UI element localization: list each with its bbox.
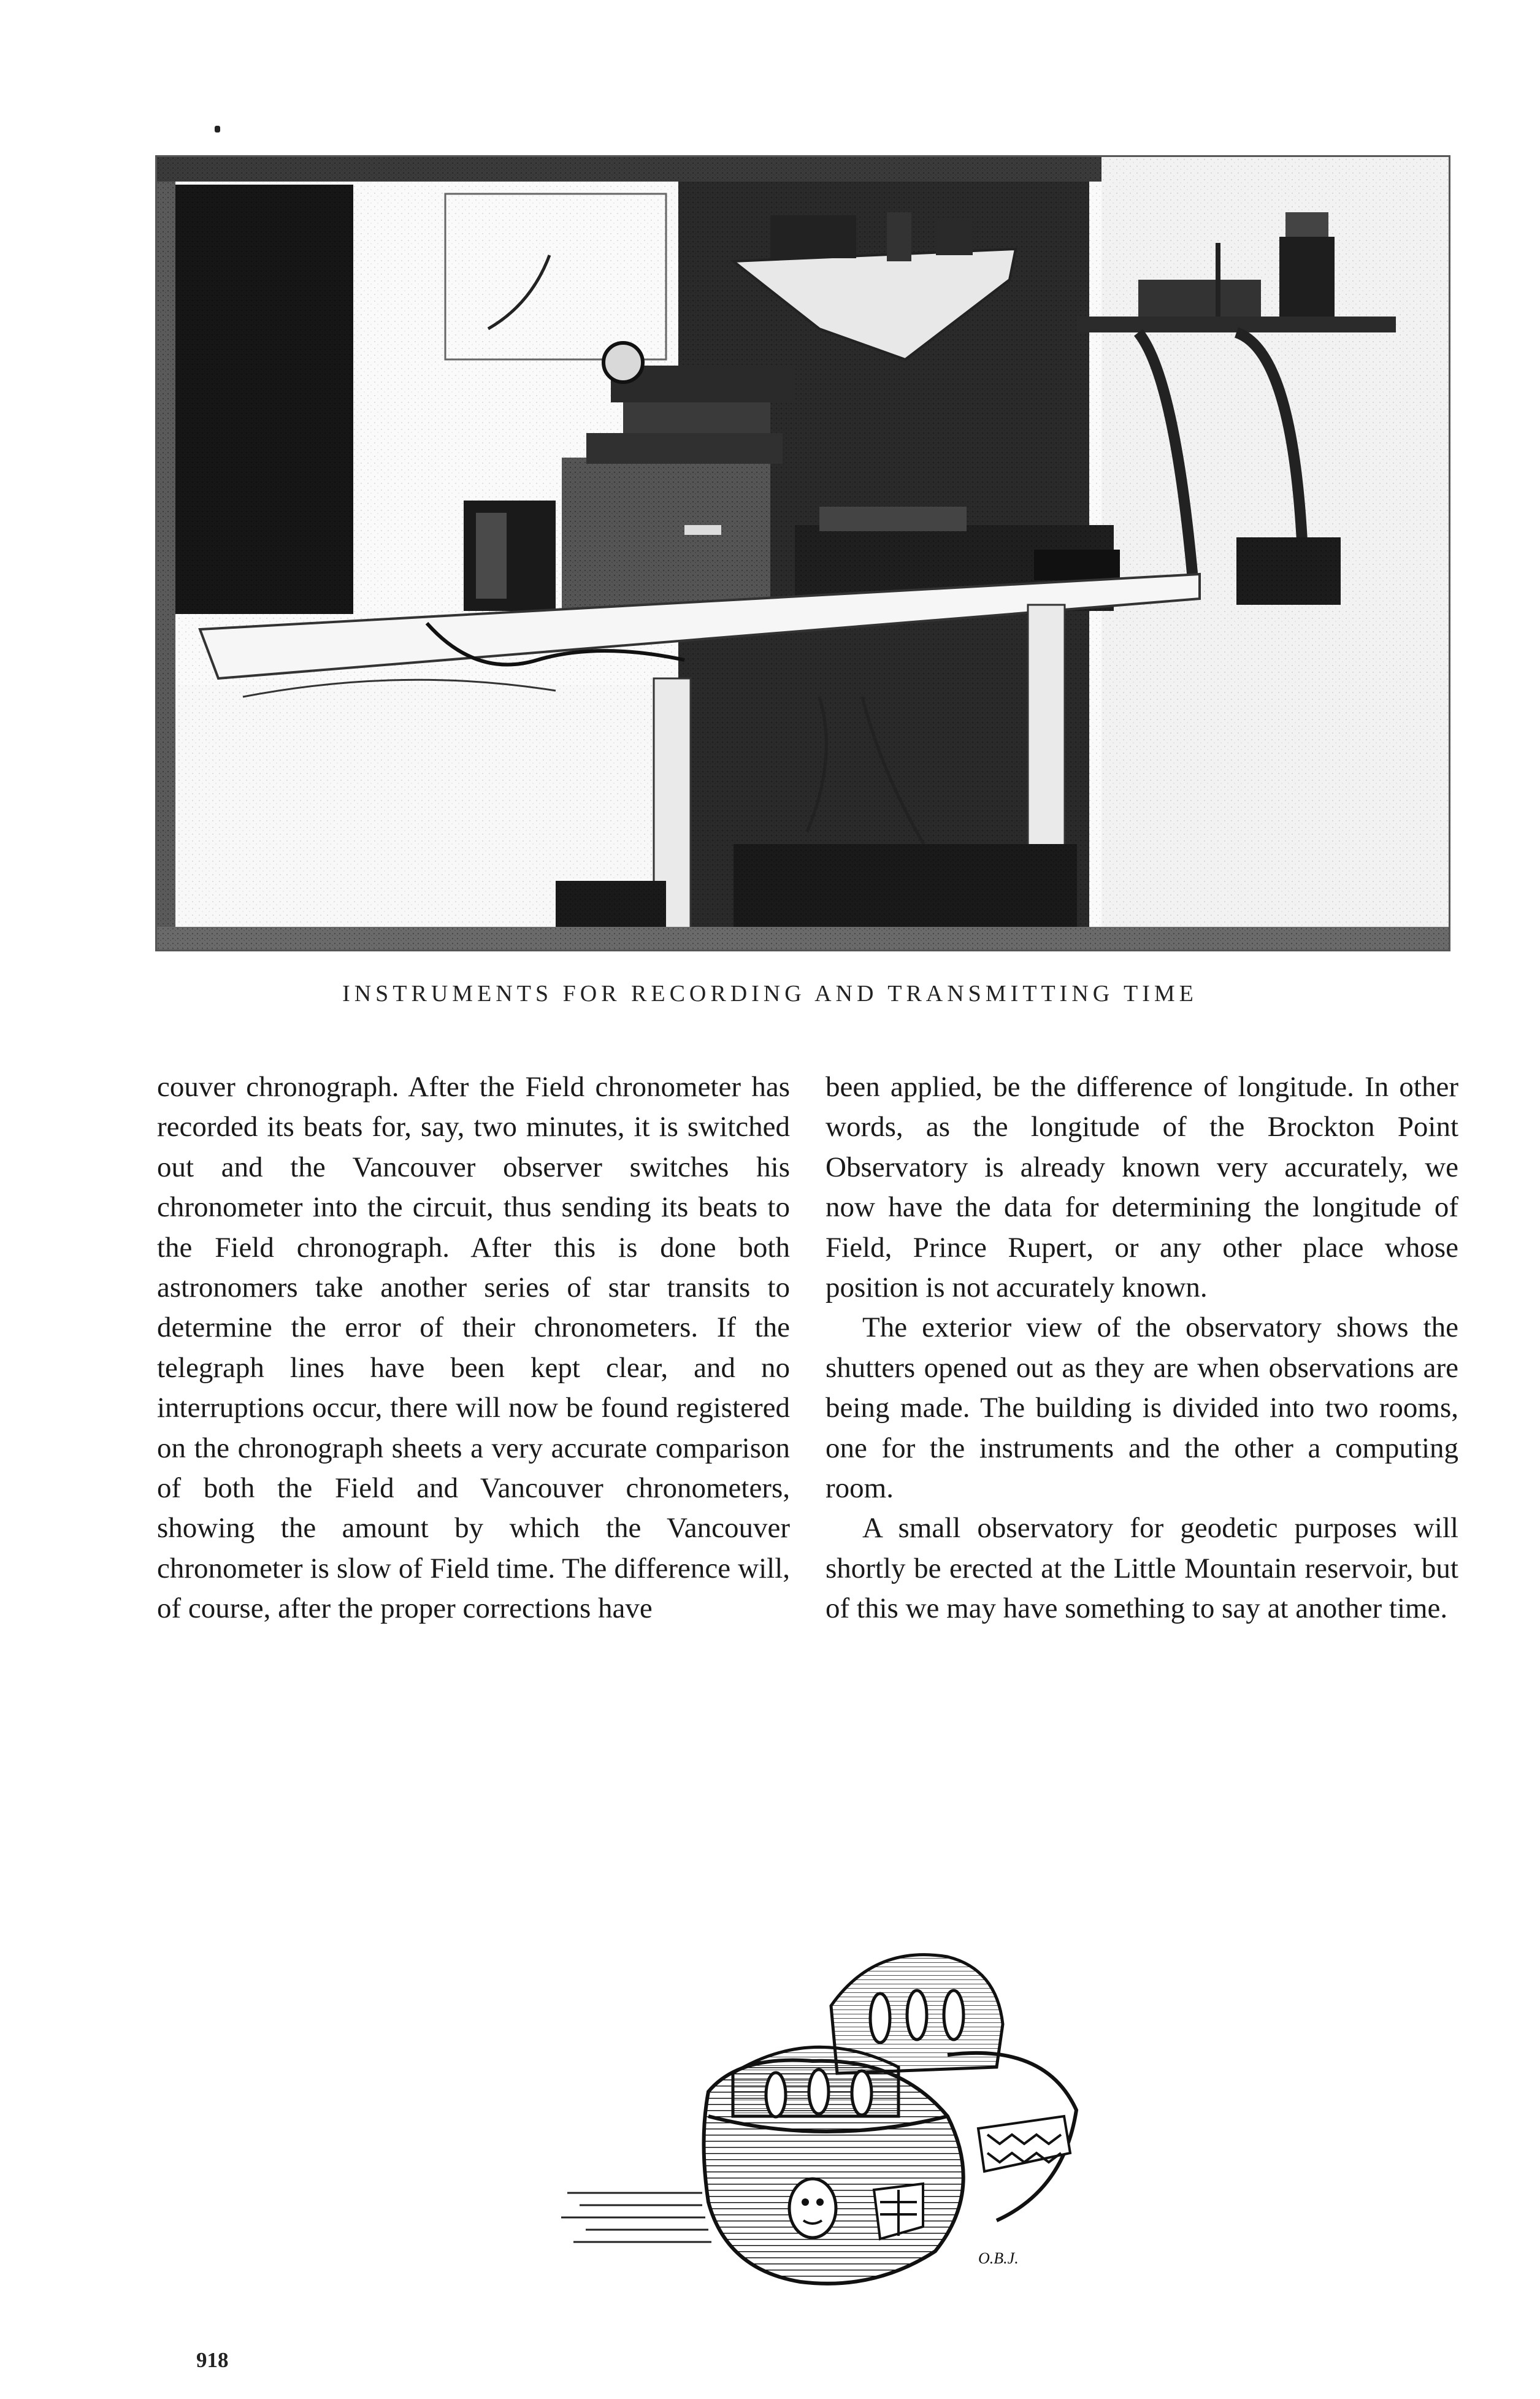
front-basket bbox=[704, 2047, 963, 2283]
instruments-photograph bbox=[155, 155, 1450, 951]
left-paragraph: couver chronograph. After the Field chronometer has recorded its beats for, say, two minutes, it is switched out and the Vancouver observer switches his chronometer into the circuit, thus sending its beats to the Field chronograph. After this is done both astronomers take another series of star transits to determine the error of their chronometers. If the telegraph lines have been kept clear, and no interruptions occur, there will now be found registered on the chronograph sheets a very accurate comparison of both the Field and Vancouver chronometers, showing the amount by which the Vancouver chronometer is slow of Field time. The difference will, of course, after the proper corrections have bbox=[157, 1071, 790, 1625]
basket-illustration bbox=[555, 1932, 1107, 2288]
right-paragraph-3: A small observatory for geodetic purposes will shortly be erected at the Little Mountain reservoir, but of this we may have something to say at another time. bbox=[826, 1512, 1458, 1625]
stray-ink-mark bbox=[215, 126, 220, 132]
page-number: 918 bbox=[196, 2348, 229, 2372]
left-column bbox=[157, 1067, 790, 1629]
right-paragraph-1: been applied, be the difference of longitude. In other words, as the longitude of the Brockton Point Observatory is already known very accurately, we now have the data for determining the longitude of Field, Prince Rupert, or any other place whose position is not accurately known. bbox=[826, 1071, 1458, 1304]
figure-caption: INSTRUMENTS FOR RECORDING AND TRANSMITTING TIME bbox=[342, 981, 1198, 1007]
photograph-drawing bbox=[157, 157, 1449, 950]
motion-lines bbox=[561, 2193, 711, 2242]
basket-drawing bbox=[555, 1932, 1107, 2288]
right-paragraph-2: The exterior view of the observatory shows the shutters opened out as they are when observations are being made. The building is divided into two rooms, one for the instruments and the other a computing room. bbox=[826, 1311, 1458, 1505]
artist-signature: O.B.J. bbox=[978, 2249, 1019, 2267]
right-column bbox=[826, 1067, 1458, 1629]
